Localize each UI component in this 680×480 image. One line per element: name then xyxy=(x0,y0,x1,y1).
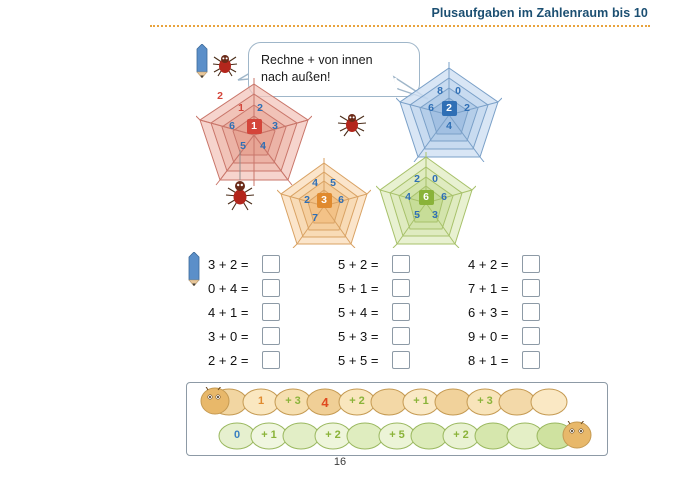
web-red-num-0: 2 xyxy=(217,90,223,102)
caterpillar-panel xyxy=(186,382,608,456)
web-orange-num-0: 4 xyxy=(312,177,318,189)
page-number: 16 xyxy=(333,456,347,468)
exercise-row xyxy=(208,300,280,324)
exercise-text: 8 + 1 = xyxy=(468,352,509,368)
caterpillar-top-seg-0: 1 xyxy=(257,395,265,407)
web-blue-num-5: 4 xyxy=(446,120,452,132)
answer-box[interactable] xyxy=(522,351,540,369)
web-orange-num-5: 7 xyxy=(312,212,318,224)
caterpillar-top-seg-4: + 1 xyxy=(413,395,429,407)
exercise-text: 2 + 2 = xyxy=(208,352,249,368)
web-green xyxy=(376,152,476,248)
exercise-text: 9 + 0 = xyxy=(468,328,509,344)
web-red-num-7: 4 xyxy=(260,140,266,152)
answer-box[interactable] xyxy=(522,303,540,321)
web-blue-num-0: 8 xyxy=(437,85,443,97)
exercise-column-1 xyxy=(208,252,280,372)
exercise-row xyxy=(468,276,540,300)
exercise-text: 3 + 0 = xyxy=(208,328,249,344)
answer-box[interactable] xyxy=(262,327,280,345)
web-green-num-5: 5 xyxy=(414,209,420,221)
header-divider xyxy=(150,25,650,27)
web-red-num-1: 1 xyxy=(238,102,244,114)
exercise-row xyxy=(338,252,410,276)
spider-icon-3 xyxy=(222,150,258,220)
web-red-center: 1 xyxy=(247,119,262,134)
web-green-num-6: 3 xyxy=(432,209,438,221)
web-orange-num-4: 6 xyxy=(338,194,344,206)
exercise-row xyxy=(338,324,410,348)
answer-box[interactable] xyxy=(392,327,410,345)
exercise-row xyxy=(208,324,280,348)
exercise-text: 7 + 1 = xyxy=(468,280,509,296)
pencil-icon xyxy=(196,44,208,78)
answer-box[interactable] xyxy=(392,279,410,297)
exercise-column-3 xyxy=(468,252,540,372)
exercise-row xyxy=(338,348,410,372)
exercise-row xyxy=(208,348,280,372)
answer-box[interactable] xyxy=(392,351,410,369)
web-blue-center: 2 xyxy=(442,101,457,116)
exercise-row xyxy=(338,300,410,324)
caterpillar-bottom-seg-2: + 2 xyxy=(325,429,341,441)
web-green-num-0: 2 xyxy=(414,173,420,185)
web-green-num-4: 6 xyxy=(441,191,447,203)
page-title: Plusaufgaben im Zahlenraum bis 10 xyxy=(431,6,648,20)
exercise-row xyxy=(208,276,280,300)
web-green-center: 6 xyxy=(419,190,434,205)
pencil-icon-exercises xyxy=(188,252,200,286)
web-orange-num-2: 2 xyxy=(304,194,310,206)
web-green-num-2: 4 xyxy=(405,191,411,203)
caterpillar-bottom-seg-3: + 5 xyxy=(389,429,405,441)
caterpillar-bottom-seg-0: 0 xyxy=(233,429,241,441)
exercise-row xyxy=(468,252,540,276)
exercise-row xyxy=(208,252,280,276)
answer-box[interactable] xyxy=(262,303,280,321)
answer-box[interactable] xyxy=(392,303,410,321)
exercise-text: 5 + 5 = xyxy=(338,352,379,368)
web-blue-num-4: 2 xyxy=(464,102,470,114)
web-orange-num-1: 5 xyxy=(330,177,336,189)
exercise-row xyxy=(468,324,540,348)
web-red-num-3: 6 xyxy=(229,120,235,132)
caterpillar-bottom-seg-4: + 2 xyxy=(453,429,469,441)
web-red-num-6: 5 xyxy=(240,140,246,152)
web-red-num-5: 3 xyxy=(272,120,278,132)
web-green-num-1: 0 xyxy=(432,173,438,185)
exercise-text: 4 + 2 = xyxy=(468,256,509,272)
answer-box[interactable] xyxy=(522,279,540,297)
answer-box[interactable] xyxy=(522,255,540,273)
exercise-text: 5 + 3 = xyxy=(338,328,379,344)
web-blue-num-1: 0 xyxy=(455,85,461,97)
caterpillar-top-seg-3: + 2 xyxy=(349,395,365,407)
exercise-text: 3 + 2 = xyxy=(208,256,249,272)
exercise-row xyxy=(338,276,410,300)
caterpillar-bottom-seg-1: + 1 xyxy=(261,429,277,441)
speech-line-2: nach außen! xyxy=(261,69,331,84)
caterpillar-top-seg-2: 4 xyxy=(321,395,329,410)
web-orange xyxy=(277,158,371,248)
exercise-text: 5 + 1 = xyxy=(338,280,379,296)
speech-line-1: Rechne + von innen xyxy=(261,53,373,67)
answer-box[interactable] xyxy=(262,279,280,297)
web-red-num-2: 2 xyxy=(257,102,263,114)
exercise-row xyxy=(468,348,540,372)
web-blue xyxy=(396,62,502,162)
answer-box[interactable] xyxy=(262,255,280,273)
exercise-text: 4 + 1 = xyxy=(208,304,249,320)
answer-box[interactable] xyxy=(522,327,540,345)
web-blue-num-2: 6 xyxy=(428,102,434,114)
caterpillar-top-seg-5: + 3 xyxy=(477,395,493,407)
exercise-text: 6 + 3 = xyxy=(468,304,509,320)
exercise-row xyxy=(468,300,540,324)
exercise-text: 5 + 4 = xyxy=(338,304,379,320)
exercise-column-2 xyxy=(338,252,410,372)
exercise-text: 0 + 4 = xyxy=(208,280,249,296)
web-orange-center: 3 xyxy=(317,193,332,208)
exercise-text: 5 + 2 = xyxy=(338,256,379,272)
answer-box[interactable] xyxy=(392,255,410,273)
answer-box[interactable] xyxy=(262,351,280,369)
spider-icon-2 xyxy=(336,110,368,138)
caterpillar-top-seg-1: + 3 xyxy=(285,395,301,407)
